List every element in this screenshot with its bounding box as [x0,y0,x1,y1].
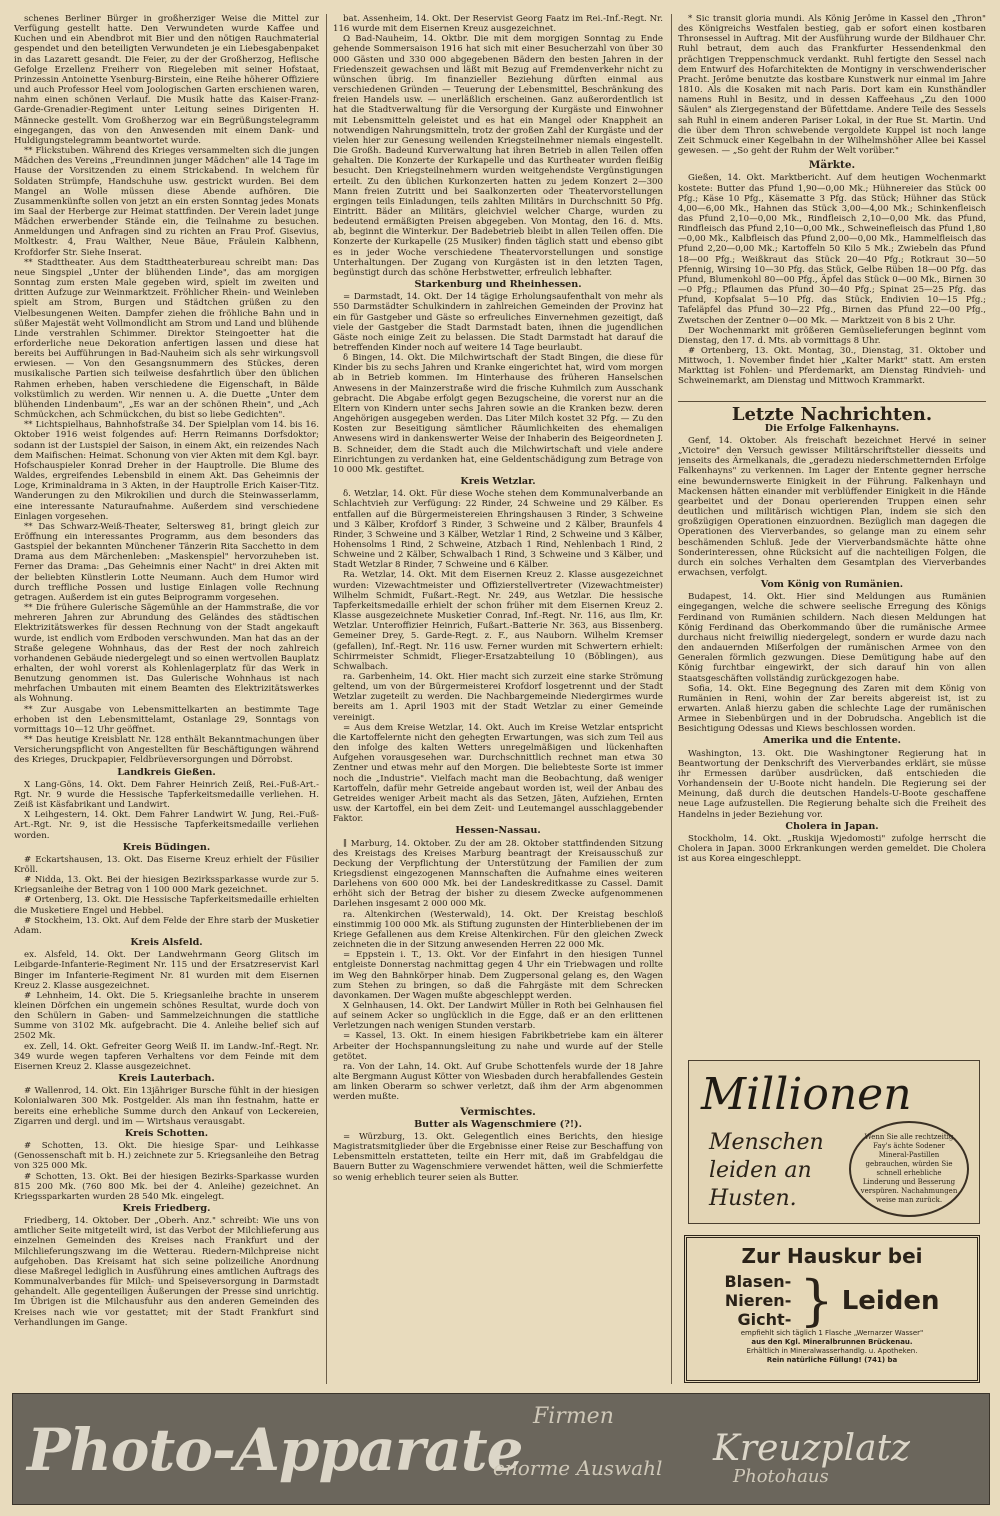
article-paragraph: ** Die frühere Gulerische Sägemühle an der Hammstraße, die vor mehreren Jahren zur Abrundung des Geländes des städtischen Elektrizitätswerkes für dessen Rechnung von der Stadt angekauft wurde, ist endlich vom Erdboden verschwunden. Man hat das an der Straße gelegene Wohnhaus, das der Rest der noch zahlreich vorhandenen Gebäude niedergelegt und so einen wertvollen Bauplatz erhalten, der wohl vorerst als Kohlenlagerplatz für das Werk in Benutzung genommen ist. Das Gulerische Wohnhaus ist nach mehrfachen Umbauten mit einem Beamten des Elektrizitätswerkes als Wohnung. [14,603,319,705]
article-paragraph: = Eppstein i. T., 13. Okt. Vor der Einfahrt in den hiesigen Tunnel entgleiste Donnerstag nachmittag gegen 4 Uhr ein Triebwagen und rollte im Weg den Bahnkörper hinab. Dem Zugpersonal gelang es, den Wagen zum Stehen zu bringen, so daß die Fahrgäste mit dem Schrecken davonkamen. Der Wagen mußte abgeschleppt werden. [333,950,663,1001]
section-heading: Starkenburg und Rheinhessen. [414,279,582,291]
ad-circle-text: Wenn Sie alle rechtzeitig Fay's ächte Sodener Mineral-Pastillen gebrauchen, würden Sie schnell erhebliche Linderung und Besserung verspüren. Nachahmungen weise man zurück. [849,1121,969,1217]
article-paragraph: * Sic transit gloria mundi. Als König Jerôme in Kassel den „Thron" des Königreichs Westfalen bestieg, gab er sofort einen kostbaren Thronsessel in Auftrag. Mit der Ausführung wurde der Bildhauer Chr. Ruhl betraut, dem auch das Frankfurter Hessendenkmal den prächtigen Treppenschmuck verdankt. Ruhl fertigte den Sessel nach dem Entwurf des Hofarchitekten de Montigny in verschwenderischer Pracht. Jerôme benutzte das kostbare Kunstwerk nur einmal im Jahre 1810. Als die Kosaken mit nach Paris. Dort kam ein Kunsthändler namens Ruhl in Besitz, und in dessen Kaffeehaus „Zu den 1000 Säulen" als Ziergegenstand der Büfettdame. Andere Teile des Sessels sah Ruhl in einem anderen Pariser Lokal, in der Rue St. Martin. Und die über dem Thron schwebende vergoldete Kuppel ist noch lange Zeit Schmuck einer Kegelbahn in der Wilhelmshöher Allee bei Kassel gewesen. — „So geht der Ruhm der Welt vorüber." [678,14,986,157]
ad-ailment: Gicht- [737,1310,792,1329]
article-headline: Cholera in Japan. [785,820,879,832]
article-paragraph: # Wallenrod, 14. Okt. Ein 13jähriger Bursche fühlt in der hiesigen Kolonialwaren 300 Mk. Postgelder. Als man ihn festnahm, hatte er bereits eine erhebliche Summe durch den Ankauf von Leckereien, Zigarren und dergl. und im — Wirtshaus verausgabt. [14,1086,319,1127]
section-heading: Kreis Schotten. [124,1127,209,1139]
ad-title: Millionen [701,1069,912,1120]
article-paragraph: Friedberg, 14. Oktober. Der „Oberh. Anz." schreibt: Wie uns von amtlicher Seite mitgeteilt wird, ist das Verbot der Milchlieferung aus einzelnen Gemeinden des Kreises nach Frankfurt und der Milchlieferungszwang im die Wetterau. Riedern-Milchpreise nicht aufgehoben. Das Kreisamt hat sich seine polizeiliche Anordnung diese Maßregel lediglich in Ausführung eines amtlichen Auftrags des Kommunalverbandes für Milch- und Speiseversorgung in Darmstadt gehandelt. Alle gegenteiligen Äußerungen der Presse sind unrichtig. Im Übrigen ist die Milchausfuhr aus den anderen Gemeinden des Kreises nach wie vor gestattet; mit der Stadt Frankfurt sind Verhandlungen im Gange. [14,1216,319,1328]
article-paragraph: Ω Bad-Nauheim, 14. Oktbr. Die mit dem morgigen Sonntag zu Ende gehende Sommersaison 1916 hat sich mit einer Besucherzahl von über 30 000 Gästen und 330 000 abgegebenen Bädern den besten Jahren in der Friedenszeit gewachsen und läßt mit Bezug auf Fremdenverkehr nicht zu wünschen übrig. Im finanzieller Beziehung dürften einmal aus verschiedenen Gründen — Teuerung der Lebensmittel, Beschränkung des freien Handels usw. — unerläßlich erscheinen. Ganz außerordentlich ist hat die Stadtverwaltung für die Versorgung der Kurgäste und Einwohner mit Lebensmitteln geleistet und es hat ein Mangel oder Knappheit an notwendigen Nahrungsmitteln, trotz der großen Zahl der Kurgäste und der vielen hier zur Genesung weilenden Kriegsteilnehmer niemals eingestellt. Die Großh. Badeund Kurverwaltung hat ihren Betrieb in allen Teilen offen gehalten. Die Konzerte der Kurkapelle und das Kurtheater wurden fleißig besucht. Den Kriegsteilnehmern wurden weitgehendste Vergünstigungen erteilt. Zu den üblichen Kurkonzerten hatten zu jedem Konzert 2—300 Mann freien Zutritt und bei Saalkonzerten oder Theatervorstellungen ergingen teils Einladungen, teils zahlten Militärs in Durchschnitt 50 Pfg. Eintritt. Bäder an Militärs, gleichviel welcher Charge, wurden zu bedeutend ermäßigten Preisen abgegeben. Von Montag, den 16. d. Mts. ab, beginnt die Winterkur. Der Badebetrieb bleibt in allen Teilen offen. Die Konzerte der Kurkapelle (25 Musiker) finden täglich statt und ebenso gibt es in jeder Woche verschiedene Theatervorstellungen und sonstige Unterhaltungen. Der Zugang von Kurgästen ist in den letzten Tagen, begünstigt durch das schöne Herbstwetter, erfreulich lebhafter. [333,34,663,278]
advertisement-hauskur [684,1235,980,1383]
banner-text: Firmen [533,1404,614,1429]
ad-ailment: Nieren- [724,1291,792,1310]
section-heading-vermischtes: Vermischtes. [460,1105,536,1118]
article-paragraph: # Nidda, 13. Okt. Bei der hiesigen Bezirkssparkasse wurde zur 5. Kriegsanleihe der Betrag von 1 100 000 Mark gezeichnet. [14,875,319,896]
banner-text: Kreuzplatz [713,1428,911,1469]
article-headline: Amerika und die Entente. [762,735,902,747]
article-paragraph: ∥ Marburg, 14. Oktober. Zu der am 28. Oktober stattfindenden Sitzung des Kreistags des Kreises Marburg beantragt der Kreisausschuß zur Deckung der Verpflichtung der Unterstützung der Familien der zum Kriegsdienst eingezogenen Mannschaften die Aufnahme eines weiteren Darlehens von 600 000 Mk. bei der Landeskreditkasse zu Cassel. Damit erhöht sich der Betrag der bisher zu diesem Zwecke aufgenommenen Darlehen insgesamt 2 000 000 Mk. [333,838,663,910]
article-paragraph: bat. Assenheim, 14. Okt. Der Reservist Georg Faatz im Rei.-Inf.-Regt. Nr. 116 wurde mit dem Eisernen Kreuz ausgezeichnet. [333,14,663,35]
article-paragraph: ra. Altenkirchen (Westerwald), 14. Okt. Der Kreistag beschloß einstimmig 100 000 Mk. als Stiftung zugunsten der Hinterbliebenen der im Kriege Gefallenen aus dem Kreise Altenkirchen. Für den gleichen Zweck zeichneten die in der Sitzung anwesenden Herren 22 000 Mk. [333,909,663,951]
article-paragraph: ** Lichtspielhaus, Bahnhofstraße 34. Der Spielplan vom 14. bis 16. Oktober 1916 weist folgendes auf: Herrn Reimanns Dorfsdoktor; sodann ist der Lustspiel der Saison, in einem Akt, ein reizendes Nach dem Maifischen: Heimat. Schonung von vier Akten mit dem Kgl. bayr. Hofschauspieler Konrad Dreher in der Hauptrolle. Die Blume des Waldes, ergreifendes Lebensbild in einem Akt. Das Geheimnis der Loge, Kriminaldrama in 3 Akten, in der Hauptrolle Erich Kaiser-Titz. Wanderungen zu den Mikrokilien und durch die Steinwasserlamm, eine interessante Naturaufnahme. Außerdem sind verschiedene Einlagen vorgesehen. [14,420,319,522]
article-paragraph: # Stockheim, 13. Okt. Auf dem Felde der Ehre starb der Musketier Adam. [14,915,319,936]
article-paragraph: ** Das Schwarz-Weiß-Theater, Seltersweg 81, bringt gleich zur Eröffnung ein interessantes Programm, aus dem besonders das Gastspiel der bekannten Münchener Tänzerin Rita Sacchetto in dem Drama aus dem Märchenleben: „Maskenspiel" hervorzuheben ist. Ferner das Drama: „Das Geheimnis einer Nacht" in drei Akten mit der beliebten Künstlerin Lotte Neumann. Auch dem Humor wird durch treffliche Possen und lustige Einlagen volle Rechnung getragen. Außerdem ist ein gutes Beiprogramm vorgesehen. [14,521,319,603]
article-paragraph: # Lehnheim, 14. Okt. Die 5. Kriegsanleihe brachte in unserem kleinen Dörfchen ein ungemein schönes Resultat, wurde doch von den Schülern in Gaben- und Sammelzeichnungen die stattliche Summe von 3102 Mk. aufgebracht. Die 4. Anleihe belief sich auf 2502 Mk. [14,990,319,1042]
article-paragraph: ra. Von der Lahn, 14. Okt. Auf Grube Schottenfels wurde der 18 Jahre alte Bergmann August Kötter von Wiesbaden durch herabfallendes Gestein am linken Oberarm so schwer verletzt, daß ihm der Arm abgenommen werden mußte. [333,1061,663,1103]
column-middle [333,14,663,1384]
banner-text: Photohaus [733,1466,829,1487]
ad-line: leiden an [709,1158,812,1183]
section-heading-maerkte: Märkte. [808,159,856,172]
ad-subtitle [709,1129,824,1213]
advertisement-banner-photo [12,1393,990,1505]
article-headline: Butter als Wagenschmiere (?!). [414,1118,582,1130]
ad-ailments [724,1272,791,1329]
article-paragraph: = Darmstadt, 14. Okt. Der 14 tägige Erholungsaufenthalt von mehr als 550 Darmstädter Schulkindern in zahlreichen Gemeinden der Provinz hat ein für Gastgeber und Gäste so erfreuliches Einvernehmen gezeitigt, daß viele der Gastgeber die Stadt Darmstadt baten, ihnen die jugendlichen Gäste noch einige Zeit zu belassen. Die Stadt Darmstadt hat darauf die betreffenden Kinder noch auf weitere 14 Tage beurlaubt. [333,292,663,353]
article-paragraph: X Lang-Göns, 14. Okt. Dem Fahrer Heinrich Zeiß, Rei.-Fuß-Art.-Rgt. Nr. 9 wurde die Hessische Tapferkeitsmedaille verliehen. H. Zeiß ist Käsfabrikant und Landwirt. [14,779,319,811]
article-paragraph: δ. Wetzlar, 14. Okt. Für diese Woche stehen dem Kommunalverbande an Schlachtvieh zur Verfügung: 22 Rinder, 24 Schweine und 29 Kälber. Es entfallen auf die Bürgermeistereien Ehringshausen 3 Rinder, 3 Schweine und 3 Kälber, Krofdorf 3 Rinder, 3 Schweine und 2 Kälber, Braunfels 4 Rinder, 3 Schweine und 3 Kälber, Wetzlar 1 Rind, 2 Schweine und 3 Kälber, Hohensolms 1 Rind, 2 Schweine, Atzbach 1 Rind, Nehlenbach 1 Rind, 2 Schweine und 2 Kälber, Schwalbach 1 Rind, 3 Schweine und 3 Kälber, und Stadt Wetzlar 8 Rinder, 7 Schweine und 6 Kälber. [333,489,663,571]
brace-glyph: } [799,1268,834,1332]
article-paragraph: Stockholm, 14. Okt. „Ruskija Wjedomosti" zufolge herrscht die Cholera in Japan. 3000 Erkrankungen werden gemeldet. Die Cholera ist aus Korea eingeschleppt. [678,833,986,865]
ad-line: Husten. [709,1186,797,1211]
ad-ailment: Blasen- [724,1272,792,1291]
article-paragraph: # Schotten, 13. Okt. Bei der hiesigen Bezirks-Sparkasse wurden 815 200 Mk. (760 800 Mk. bei der 4. Anleihe) gezeichnet. An Kriegssparkarten wurden 28 540 Mk. eingelegt. [14,1171,319,1202]
section-heading: Hessen-Nassau. [455,825,541,837]
ad-leiden: Leiden [841,1285,940,1316]
ad-line: Menschen [709,1130,824,1155]
column-left [14,14,319,1384]
article-paragraph: # Schotten, 13. Okt. Die hiesige Spar- und Leihkasse (Genossenschaft mit b. H.) zeichnete zur 5. Kriegsanleihe den Betrag von 325 000 Mk. [14,1141,319,1172]
ad-small-text: empfiehlt sich täglich 1 Flasche „Wernarzer Wasser" [740,1329,924,1337]
article-paragraph: = Aus dem Kreise Wetzlar, 14. Okt. Auch im Kreise Wetzlar entspricht die Kartoffelernte nicht den gehegten Erwartungen, was sich zum Teil aus den infolge des kalten Wetters unregelmäßigen und lückenhaften Aufgehen vorausgesehen war. Durchschnittlich rechnet man etwa 30 Zentner und etwas mehr auf den Morgen. Die beliebteste Sorte ist immer noch die „Industrie". Vielfach macht man die Beobachtung, daß weniger Kartoffeln, dafür mehr Getreide angebaut worden ist, weil der Anbau des Getreides weniger Arbeit macht als das Setzen, Jäten, Aufziehen, Ernten usw. der Kartoffel, ein bei dem Zeit- und Leutemangel ausschlaggebender Faktor. [333,722,663,825]
section-heading: Kreis Büdingen. [122,841,211,853]
article-paragraph: # Ortenberg, 13. Okt. Montag, 30., Dienstag, 31. Oktober und Mittwoch, 1. November findet hier „Kalter Markt" statt. Am ersten Markttag ist Fohlen- und Pferdemarkt, am Dienstag Rindvieh- und Schweinemarkt, am Dienstag und Mittwoch Krammarkt. [678,346,986,387]
article-paragraph: ** Flickstuben. Während des Krieges versammelten sich die jungen Mädchen des Vereins „Freundinnen junger Mädchen" alle 14 Tage im Hause der Vorsitzenden zu einem Strickabend. In welchem für Soldaten Strümpfe, Handschuhe usw. gestrickt wurden. Bei dem Mangel an Wolle müssen diese Abende aufhören. Die Zusammenkünfte sollen von jetzt an ein ersten Sonntag jedes Monats im Saal der Herberge zur Heimat stattfinden. Der Verein ladet junge Mädchen erwerbender Stände ein, die Teilnahme zu besuchen. Anmeldungen und Anfragen sind zu richten an Frau Prof. Gisevius, Moltkestr. 4, Frau Walther, Neue Bäue, Fräulein Kalbhenn, Krofdorfer Str. Siehe Inserat. [14,146,319,258]
ad-headline: Zur Hauskur bei [741,1244,923,1268]
article-paragraph: δ Bingen, 14. Okt. Die Milchwirtschaft der Stadt Bingen, die diese für Kinder bis zu sechs Jahren und Kranke eingerichtet hat, wird vom morgen ab in Betrieb kommen. Im Hinterhause des früheren Hanselschen Anwesens in der Mainzerstraße wird die frische Kuhmilch zum Ausschank gebracht. Die Abgabe erfolgt gegen Bezugscheine, die vorerst nur an die Eltern von Kindern unter sechs Jahren sowie an die Kranken bezw. deren Angehörigen ausgegeben werden. Das Liter Milch kostet 32 Pfg. — Zu den Kosten zur Beseitigung sämtlicher Räumlichkeiten des ehemaligen Anwesens wird in dankenswerter Weise der Inhaberin des Beigeordneten J. B. Schneider, dem die Stadt auch die Milchwirtschaft und viele andere Einrichtungen zu verdanken hat, eine Geldentschädigung zum Betrage von 10 000 Mk. gestiftet. [333,353,663,475]
article-headline: Vom König von Rumänien. [760,579,904,591]
section-heading: Kreis Wetzlar. [460,476,536,488]
banner-main-text: Photo-Apparate [27,1416,523,1484]
article-headline: Die Erfolge Falkenhayns. [764,422,900,434]
article-paragraph: Sofia, 14. Okt. Eine Begegnung des Zaren mit dem König von Rumänien in Reni, wohin der Zar bereits abgereist ist, ist zu erwarten. Anlaß hierzu gaben die schlechte Lage der rumänischen Armee in Siebenbürgen und in der Dobrudscha. Angeblich ist die Besichtigung Odessas und Kiews beschlossen worden. [678,683,986,735]
article-paragraph: ex. Alsfeld, 14. Okt. Der Landwehrmann Georg Glitsch im Leibgarde-Infanterie-Regiment Nr. 115 und der Ersatzreservist Karl Binger im Infanterie-Regiment Nr. 81 wurden mit dem Eisernen Kreuz 2. Klasse ausgezeichnet. [14,950,319,991]
article-paragraph: X Gelnhausen, 14. Okt. Der Landwirt Müller in Roth bei Gelnhausen fiel auf seinem Acker so unglücklich in die Egge, daß er an den erlittenen Verletzungen nach wenigen Stunden verstarb. [333,1001,663,1032]
section-heading: Kreis Friedberg. [122,1202,211,1214]
section-heading: Kreis Alsfeld. [130,937,203,949]
article-paragraph: Gießen, 14. Okt. Marktbericht. Auf dem heutigen Wochenmarkt kostete: Butter das Pfund 1,90—0,00 Mk.; Hühnereier das Stück 00 Pfg.; Käse 10 Pfg., Käsematte 3 Pfg. das Stück; Hühner das Stück 4,00—6,00 Mk., Hahnen das Stück 3,00—4,00 Mk.; Schinkenfleisch das Pfund 2,10—0,00 Mk., Rindfleisch 2,10—0,00 Mk. das Pfund, Rindfleisch das Pfund 2,10—0,00 Mk., Schweinefleisch das Pfund 1,80—0,00 Mk., Kalbfleisch das Pfund 2,00—0,00 Mk., Hammelfleisch das Pfund 2,20—0,00 Mk.; Kartoffeln 50 Kilo 5 Mk.; Zwiebeln das Pfund 18—00 Pfg.; Weißkraut das Stück 20—40 Pfg.; Rotkraut 30—50 Pfennig, Wirsing 10—30 Pfg. das Stück, Gelbe Rüben 18—00 Pfg. das Pfund, Blumenkohl 80—00 Pfg., Äpfel das Stück 0—00 Mk., Birnen 30—0 Pfg.; Pflaumen das Pfund 30—40 Pfg.; Spinat 25—25 Pfg. das Pfund, Kopfsalat 5—10 Pfg. das Stück, Endivien 10—15 Pfg.; Tafeläpfel das Pfund 30—22 Pfg., Birnen das Pfund 22—00 Pfg., Zwetschen der Zentner 0—00 Mk. — Marktzeit von 8 bis 2 Uhr. [678,173,986,326]
article-paragraph: Washington, 13. Okt. Die Washingtoner Regierung hat in Beantwortung der Denkschrift des Vierverbandes erklärt, sie müsse ihr Ermessen darüber ausdrücken, daß entschieden die Vorhandensein der U-Boote nicht handeln. Die Regierung sei der Meinung, daß durch die deutschen Handels-U-Boote geschaffene neue Lage aufzustellen. Die Regierung behalte sich die Freiheit des Handelns in jeder Beziehung vor. [678,748,986,820]
article-paragraph: Genf, 14. Oktober. Als freischaft bezeichnet Hervé in seiner „Victoire" den Versuch gewisser Militärschriftsteller diesseits und jenseits des Ärmelkanals, die „geradezu niederschmetternden Erfolge Falkenhayns" zu verkennen. Im Lager der Entente gegner herrsche eine bewundernswerte Einigkeit in der Führung. Falkenhayn und Mackensen hätten einander mit verblüffender Einigkeit in die Hände gearbeitet und der Donau operierenden Truppen einen sehr deutlichen und militärisch wichtigen Plan, indem sie sich den großzügigen Operationen einzuordnen. Bezüglich man dagegen die Operationen des Vierverbandes, so gelange man zu einem sehr beschämenden Schluß. Jede der Vierverbandsmächte hätte ohne Sonderinteressen, ohne Rücksicht auf die nachteiligen Folgen, die durch ein solches Verhalten dem Gesamtplan des Vierverbandes erwachsen, verfolgt. [678,435,986,578]
ad-small-text: Rein natürliche Füllung! (741) ba [766,1356,898,1364]
column-rule [671,14,672,1384]
section-heading-letzte-nachrichten: Letzte Nachrichten. [678,401,986,420]
article-paragraph: Ra. Wetzlar, 14. Okt. Mit dem Eisernen Kreuz 2. Klasse ausgezeichnet wurden: Vizewachtmeister und Offizierstellvertreter (Vizewachtmeister) Wilhelm Schmidt, Fußart.-Regt. Nr. 249, aus Wetzlar. Die hessische Tapferkeitsmedaille erhielt der schon früher mit dem Eisernen Kreuz 2. Klasse ausgezeichnete Musketier Conrad, Inf.-Regt. Nr. 116, aus Ilm, Kr. Wetzlar. Unteroffizier Heinrich, Fußart.-Batterie Nr. 363, aus Bissenberg. Gemeiner Drey, 5. Garde-Regt. z. F., aus Nauborn. Wilhelm Kremser (gefallen), Inf.-Regt. Nr. 116 usw. Ferner wurden mit Schwertern erhielt: Schirrmeister Schmidt, Flieger-Ersatzabteilung 10 (Böblingen), aus Schwalbach. [333,570,663,672]
banner-text: enorme Auswahl [493,1456,663,1480]
article-paragraph: ** Das heutige Kreisblatt Nr. 128 enthält Bekanntmachungen über Versicherungspflicht von Angestellten für Beschäftigungen während des Krieges, Druckpapier, Feldbrüeversorgungen und Dörrobst. [14,735,319,766]
article-paragraph: = Kassel, 13. Okt. In einem hiesigen Fabrikbetriebe kam ein älterer Arbeiter der Hochspannungsleitung zu nahe und wurde auf der Stelle getötet. [333,1031,663,1062]
ad-small-text: aus den Kgl. Mineralbrunnen Brückenau. [751,1338,913,1346]
article-paragraph: ex. Zell, 14. Okt. Gefreiter Georg Weiß II. im Landw.-Inf.-Regt. Nr. 349 wurde wegen tapferen Verhaltens vor dem Feinde mit dem Eisernen Kreuz 2. Klasse ausgezeichnet. [14,1041,319,1072]
section-heading: Kreis Lauterbach. [118,1073,215,1085]
article-paragraph: X Leihgestern, 14. Okt. Dem Fahrer Landwirt W. Jung, Rei.-Fuß-Art.-Rgt. Nr. 9, ist die Hessische Tapferkeitsmedaille verliehen worden. [14,810,319,841]
article-paragraph: ra. Garbenheim, 14. Okt. Hier macht sich zurzeit eine starke Strömung geltend, um von der Bürgermeisterei Krofdorf losgetrennt und der Stadt Wetzlar zugeteilt zu werden. Die Nachbargemeinde Niedergirmes wurde bereits am 1. April 1903 mit der Stadt Wetzlar zu einer Gemeinde vereinigt. [333,672,663,723]
article-paragraph: # Eckartshausen, 13. Okt. Das Eiserne Kreuz erhielt der Füsilier Kröll. [14,854,319,875]
ad-body [687,1268,977,1332]
section-heading: Landkreis Gießen. [117,766,216,778]
article-paragraph: schenes Berliner Bürger in großherziger Weise die Mittel zur Verfügung gestellt hatte. Den Verwundeten wurde Kaffee und Kuchen und ein Abendbrot mit Bier und den nötigen Rauchmaterial gespendet und den beteiligten Verwundeten je ein Liebesgabenpaket in das Lazarett gesandt. Die Feier, zu der der Großherzog, Heflische Gefolge Erzellenz Freiherr von Riegeleben mit seiner Hofstaat, Prinzessin Antoinette Ysenburg-Birstein, eine Reihe höherer Offiziere und auch Professor Heel vom Joologischen Garten erschienen waren, nahm einen schönen Verlauf. Die Musik hatte das Kaiser-Franz-Garde-Grenadier-Regiment unter Leitung seines Dirigenten H. Männecke gestellt. Vom Großherzog war ein Begrüßungstelegramm eingegangen, das von den Anwesenden mit einem Dank- und Huldigungstelegramm beantwortet wurde. [14,14,319,146]
column-right [678,14,986,1054]
column-rule [326,14,327,1384]
article-paragraph: Der Wochenmarkt mit größeren Gemüselieferungen beginnt vom Dienstag, den 17. d. Mts. ab vormittags 8 Uhr. [678,325,986,346]
article-paragraph: Budapest, 14. Okt. Hier sind Meldungen aus Rumänien eingegangen, welche die schwere seelische Erregung des Königs Ferdinand von Rumänien schildern. Nach diesen Meldungen hat König Ferdinand das Oberkommando über die rumänische Armee durchaus nicht freiwillig niedergelegt, sondern er wurde dazu nach den andauernden Mißerfolgen der rumänischen Armee von den Generalen förmlich gezwungen. Diese Demütigung habe auf den König furchtbar eingewirkt, der sich darauf hin von allen Staatsgeschäften vollständig zurückgezogen habe. [678,592,986,684]
article-paragraph: # Ortenberg, 13. Okt. Die Hessische Tapferkeitsmedaille erhielten die Musketiere Engel und Hebbel. [14,895,319,916]
ad-small-text: Erhältlich in Mineralwasserhandlg. u. Apotheken. [746,1347,918,1355]
article-paragraph: ** Stadttheater. Aus dem Stadttheaterbureau schreibt man: Das neue Singspiel „Unter der blühenden Linde", das am morgigen Sonntag zum ersten Male gegeben wird, spielt im zweiten und dritten Aufzuge zur Weinmarktzeit. Fröhlicher Rhein- und Weinleben spielt am Strom, Burgen und Städtchen grüßen zu den Vielbesungenen Weiten. Dampfer ziehen die fröhliche Bahn und in süßer Majestät weht Vollmondlicht am Strom und Land und blühende Linde verstrahlen Schimmer. Direktor Steingoetter hat die erforderliche neue Dekoration anfertigen lassen und diese hat bereits bei Aufführungen in Bad-Nauheim sich als sehr wirkungsvoll erwiesen. — Von den Gesangsnummern des Stückes, deren musikalische Partien sich teilweise desfahrtlich über den üblichen Rahmen erheben, haben verschiedene die Eigenschaft, in Bälde volkstümlich zu werden. Wir nennen u. A. die Duette „Unter dem blühenden Lindenbaum", „Es war an der schönen Rhein", und „Ach Schmückchen, ach Schmückchen, du bist so liebe Gedichten". [14,257,319,421]
advertisement-millionen [688,1060,980,1224]
article-paragraph: = Würzburg, 13. Okt. Gelegentlich eines Berichts, den hiesige Magistratsmitglieder über die Ergebnisse einer Reise zur Beschaffung von Lebensmitteln erstatteten, teilte ein Herr mit, daß im Grabfeldgau die Bauern Butter zu Wagenschmiere verwendet hätten, weil die Schmierfette so wenig erheblich teurer seien als Butter. [333,1131,663,1183]
article-paragraph: ** Zur Ausgabe von Lebensmittelkarten an bestimmte Tage erhoben ist den Lebensmittelamt, Ostanlage 29, Sonntags von vormittags 10—12 Uhr geöffnet. [14,704,319,735]
